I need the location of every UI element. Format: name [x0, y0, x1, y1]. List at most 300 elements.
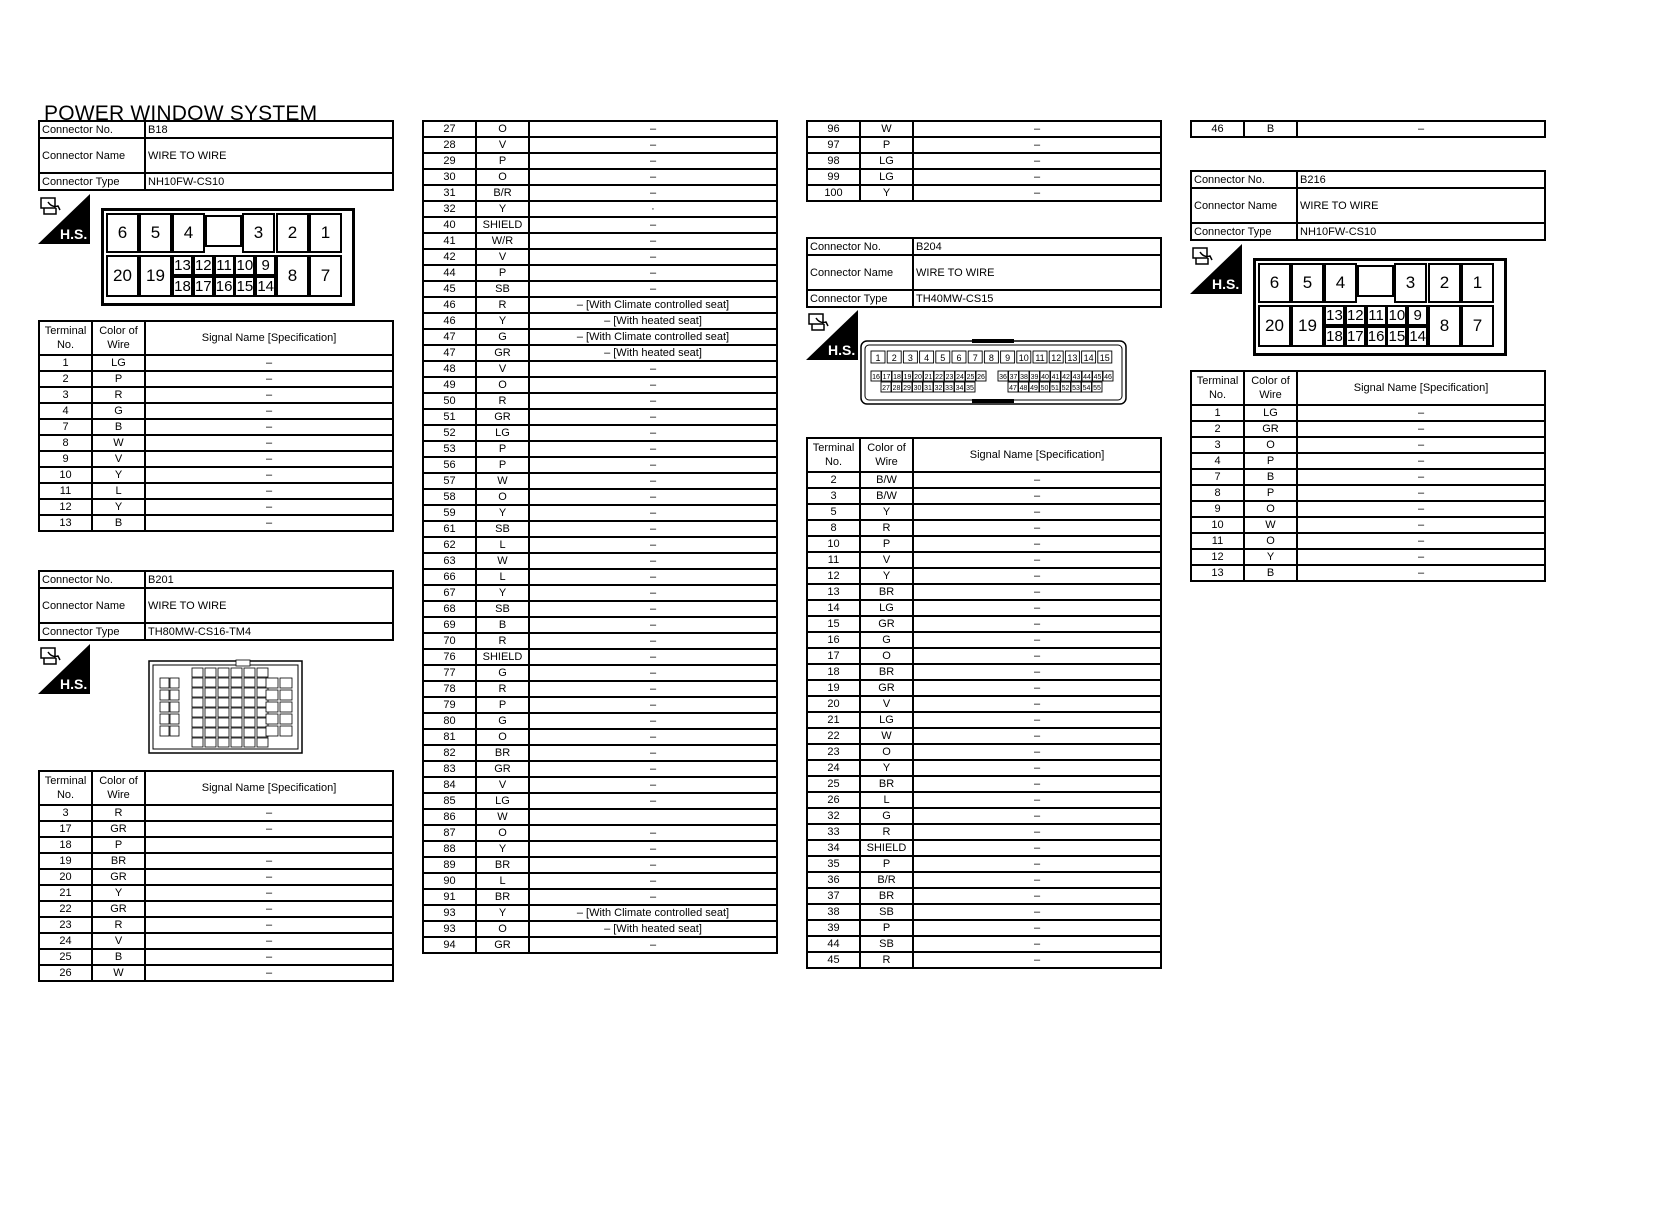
pin-cell: 10: [1386, 305, 1407, 326]
wire-color-cell: GR: [476, 937, 529, 953]
wire-color-cell: R: [92, 805, 145, 821]
table-row: [423, 377, 777, 393]
terminal-no-cell: 69: [423, 617, 476, 633]
wire-color-cell: P: [92, 371, 145, 387]
signal-name-cell: –: [529, 649, 777, 665]
terminal-no-cell: 70: [423, 633, 476, 649]
terminal-no-cell: 94: [423, 937, 476, 953]
signal-name-cell: –: [529, 121, 777, 137]
connector-name-value: WIRE TO WIRE: [145, 588, 393, 623]
hs-harness-side-icon: [38, 644, 90, 694]
signal-name-cell: –: [529, 425, 777, 441]
pin-cell: 14: [255, 276, 276, 297]
wire-color-cell: LG: [860, 153, 913, 169]
pin-label: 46: [1104, 374, 1112, 381]
table-row: [807, 936, 1161, 952]
terminal-no-cell: 50: [423, 393, 476, 409]
pin-label: 3: [907, 353, 913, 363]
signal-name-cell: –: [913, 632, 1161, 648]
pin-cell: 3: [1394, 263, 1427, 303]
wire-color-cell: O: [1244, 501, 1297, 517]
table-row: [39, 805, 393, 821]
b204-terminal-table: [806, 437, 1162, 969]
table-row: [423, 521, 777, 537]
pin-cell: 19: [139, 255, 172, 297]
pin-label: 12: [1051, 353, 1062, 363]
terminal-no-cell: 45: [807, 952, 860, 968]
connector-type-label: Connector Type: [807, 290, 913, 307]
terminal-no-cell: 22: [39, 901, 92, 917]
table-row: [423, 569, 777, 585]
signal-name-cell: –: [529, 681, 777, 697]
table-row: [807, 632, 1161, 648]
signal-name-cell: –: [913, 153, 1161, 169]
table-row: [423, 265, 777, 281]
table-row: [807, 744, 1161, 760]
wire-color-cell: GR: [92, 821, 145, 837]
wire-color-cell: Y: [92, 499, 145, 515]
wire-color-cell: W: [476, 473, 529, 489]
wire-color-cell: O: [476, 489, 529, 505]
pin-label: 54: [1082, 385, 1091, 392]
table-row: [423, 793, 777, 809]
table-row: [807, 888, 1161, 904]
wire-color-cell: P: [1244, 485, 1297, 501]
terminal-no-cell: 51: [423, 409, 476, 425]
signal-name-cell: –: [913, 824, 1161, 840]
signal-name-cell: –: [913, 520, 1161, 536]
pin-label: 48: [1019, 385, 1028, 392]
terminal-no-cell: 93: [423, 921, 476, 937]
b216-terminal-table: [1190, 370, 1546, 582]
table-row: [1191, 485, 1545, 501]
hs-harness-side-icon: [38, 194, 90, 244]
wire-color-cell: BR: [860, 664, 913, 680]
pin-label: 53: [1072, 385, 1080, 392]
table-row: [423, 697, 777, 713]
pin-label: 55: [1093, 385, 1101, 392]
table-row: [39, 885, 393, 901]
signal-name-cell: –: [913, 185, 1161, 201]
signal-name-cell: – [With Climate controlled seat]: [529, 329, 777, 345]
signal-name-cell: –: [913, 792, 1161, 808]
signal-name-cell: –: [913, 936, 1161, 952]
signal-name-cell: –: [913, 648, 1161, 664]
terminal-no-cell: 18: [39, 837, 92, 853]
pin-label: 37: [1009, 374, 1018, 381]
pin-cell: 6: [1258, 263, 1291, 303]
pin-label: 30: [913, 385, 922, 392]
terminal-no-cell: 46: [423, 313, 476, 329]
pin-label: 29: [903, 385, 911, 392]
pin-cell: 19: [1291, 305, 1324, 347]
wire-color-cell: P: [860, 920, 913, 936]
wire-color-cell: W: [476, 553, 529, 569]
wire-color-cell: V: [92, 933, 145, 949]
wire-color-cell: G: [476, 713, 529, 729]
wire-color-cell: Y: [860, 185, 913, 201]
terminal-no-cell: 13: [39, 515, 92, 531]
terminal-no-cell: 17: [807, 648, 860, 664]
pin-label: 33: [945, 385, 953, 392]
pin-label: 42: [1062, 374, 1070, 381]
wire-color-cell: Y: [860, 504, 913, 520]
wire-color-cell: O: [1244, 437, 1297, 453]
connector-name-label: Connector Name: [39, 588, 145, 623]
pin-cell: 16: [1366, 326, 1387, 347]
signal-name-cell: –: [913, 568, 1161, 584]
table-row: [423, 601, 777, 617]
table-row: [423, 313, 777, 329]
connector-name-label: Connector Name: [39, 138, 145, 173]
signal-name-cell: –: [145, 419, 393, 435]
terminal-no-cell: 62: [423, 537, 476, 553]
table-row: [807, 712, 1161, 728]
table-row: [423, 249, 777, 265]
wire-color-cell: LG: [860, 600, 913, 616]
table-row: [423, 297, 777, 313]
pin-cell: 5: [139, 213, 172, 253]
connector-name-label: Connector Name: [807, 255, 913, 290]
pin-cell: [205, 215, 242, 247]
signal-name-cell: –: [145, 451, 393, 467]
pin-label: 20: [914, 374, 922, 381]
pin-label: 17: [882, 374, 891, 381]
signal-name-cell: –: [529, 553, 777, 569]
terminal-no-cell: 76: [423, 649, 476, 665]
table-row: [1191, 437, 1545, 453]
pin-label: 4: [924, 353, 930, 363]
table-row: [807, 488, 1161, 504]
terminal-no-header: Terminal No.: [39, 771, 92, 805]
signal-name-header: Signal Name [Specification]: [145, 771, 393, 805]
signal-name-cell: –: [145, 435, 393, 451]
table-row: [807, 920, 1161, 936]
signal-name-cell: –: [913, 600, 1161, 616]
table-row: [39, 499, 393, 515]
table-row: [423, 121, 777, 137]
signal-name-cell: –: [1297, 565, 1545, 581]
b204-connector-face: [860, 337, 1128, 414]
pin-label: 7: [972, 353, 978, 363]
table-row: [39, 435, 393, 451]
terminal-no-cell: 25: [39, 949, 92, 965]
terminal-no-cell: 57: [423, 473, 476, 489]
terminal-no-header: Terminal No.: [807, 438, 860, 472]
table-row: [423, 393, 777, 409]
signal-name-cell: –: [529, 729, 777, 745]
terminal-no-cell: 21: [39, 885, 92, 901]
wire-color-cell: LG: [860, 712, 913, 728]
wire-color-cell: V: [476, 249, 529, 265]
pin-label: 25: [966, 374, 975, 381]
wire-color-cell: B: [92, 949, 145, 965]
wire-color-cell: GR: [92, 869, 145, 885]
connector-no-value: B201: [145, 571, 393, 588]
signal-name-cell: –: [529, 841, 777, 857]
pin-label: 52: [1061, 385, 1070, 392]
terminal-no-cell: 67: [423, 585, 476, 601]
signal-name-cell: –: [529, 361, 777, 377]
table-row: [1191, 421, 1545, 437]
terminal-no-cell: 36: [807, 872, 860, 888]
table-row: [423, 937, 777, 953]
table-row: [423, 329, 777, 345]
signal-name-cell: –: [145, 965, 393, 981]
signal-name-cell: –: [529, 585, 777, 601]
connector-type-value: NH10FW-CS10: [145, 173, 393, 190]
pin-label: 8: [988, 353, 994, 363]
wire-color-cell: Y: [476, 201, 529, 217]
wire-color-cell: BR: [860, 776, 913, 792]
pin-label: 43: [1072, 374, 1081, 381]
wire-color-cell: P: [1244, 453, 1297, 469]
signal-name-cell: –: [913, 664, 1161, 680]
terminal-no-cell: 11: [807, 552, 860, 568]
terminal-no-cell: 2: [807, 472, 860, 488]
table-row: [423, 905, 777, 921]
b204-connector-info: [806, 237, 1162, 308]
pin-label: 32: [934, 385, 943, 392]
table-row: [423, 153, 777, 169]
signal-name-cell: –: [913, 904, 1161, 920]
pin-cell: 15: [234, 276, 255, 297]
table-row: [423, 233, 777, 249]
wire-color-cell: P: [476, 441, 529, 457]
wire-color-cell: GR: [860, 680, 913, 696]
signal-name-cell: –: [529, 265, 777, 281]
signal-name-cell: –: [145, 387, 393, 403]
signal-name-cell: –: [913, 728, 1161, 744]
pin-label: 22: [935, 374, 943, 381]
terminal-no-cell: 20: [807, 696, 860, 712]
table-row: [39, 515, 393, 531]
table-row: [1191, 565, 1545, 581]
signal-name-cell: –: [529, 777, 777, 793]
terminal-no-cell: 88: [423, 841, 476, 857]
terminal-no-cell: 10: [807, 536, 860, 552]
terminal-no-cell: 24: [807, 760, 860, 776]
wire-color-cell: LG: [476, 425, 529, 441]
terminal-no-cell: 46: [1191, 121, 1244, 137]
signal-name-cell: –: [145, 805, 393, 821]
pin-label: 38: [1020, 374, 1028, 381]
terminal-no-cell: 100: [807, 185, 860, 201]
signal-name-cell: –: [913, 712, 1161, 728]
table-row: [423, 857, 777, 873]
wire-color-cell: O: [1244, 533, 1297, 549]
connector-type-value: TH80MW-CS16-TM4: [145, 623, 393, 640]
signal-name-cell: –: [913, 952, 1161, 968]
terminal-no-cell: 5: [807, 504, 860, 520]
b18-connector-info: [38, 120, 394, 191]
signal-name-cell: –: [529, 185, 777, 201]
table-row: [423, 873, 777, 889]
terminal-no-cell: 34: [807, 840, 860, 856]
terminal-no-cell: 33: [807, 824, 860, 840]
terminal-no-cell: 4: [1191, 453, 1244, 469]
table-row: [39, 355, 393, 371]
b201-terminal-table: [38, 770, 394, 982]
wire-color-cell: R: [860, 824, 913, 840]
table-row: [39, 419, 393, 435]
signal-name-cell: –: [529, 601, 777, 617]
wire-color-cell: R: [476, 681, 529, 697]
table-row: [423, 777, 777, 793]
hs-label: H.S.: [828, 342, 856, 358]
wire-color-cell: W: [92, 435, 145, 451]
wire-color-cell: V: [92, 451, 145, 467]
wire-color-cell: SB: [476, 281, 529, 297]
table-row: [39, 467, 393, 483]
hs-label: H.S.: [60, 676, 88, 692]
terminal-no-cell: 61: [423, 521, 476, 537]
pin-cell: 9: [1407, 305, 1428, 326]
terminal-no-cell: 47: [423, 329, 476, 345]
signal-name-cell: –: [913, 760, 1161, 776]
pin-cell: 5: [1291, 263, 1324, 303]
wire-color-cell: L: [476, 873, 529, 889]
signal-name-cell: [145, 837, 393, 853]
pin-cell: 8: [1428, 305, 1461, 347]
terminal-no-header: Terminal No.: [1191, 371, 1244, 405]
wire-color-cell: Y: [476, 505, 529, 521]
pin-label: 26: [977, 374, 985, 381]
connector-type-label: Connector Type: [1191, 223, 1297, 240]
table-row: [807, 504, 1161, 520]
terminal-no-cell: 87: [423, 825, 476, 841]
table-row: [807, 856, 1161, 872]
terminal-no-cell: 86: [423, 809, 476, 825]
wire-color-cell: B: [1244, 121, 1297, 137]
terminal-no-cell: 21: [807, 712, 860, 728]
signal-name-cell: –: [913, 920, 1161, 936]
signal-name-cell: – [With heated seat]: [529, 345, 777, 361]
signal-name-cell: –: [529, 505, 777, 521]
table-row: [423, 553, 777, 569]
signal-name-cell: –: [529, 761, 777, 777]
hs-harness-side-icon: [806, 310, 858, 360]
signal-name-cell: –: [1297, 437, 1545, 453]
terminal-no-cell: 32: [807, 808, 860, 824]
wire-color-cell: Y: [1244, 549, 1297, 565]
signal-name-cell: –: [145, 885, 393, 901]
terminal-no-cell: 42: [423, 249, 476, 265]
wire-color-cell: P: [860, 856, 913, 872]
signal-name-cell: – [With Climate controlled seat]: [529, 905, 777, 921]
terminal-no-cell: 93: [423, 905, 476, 921]
terminal-no-cell: 77: [423, 665, 476, 681]
table-row: [807, 568, 1161, 584]
connector-name-value: WIRE TO WIRE: [145, 138, 393, 173]
pin-label: 31: [924, 385, 932, 392]
terminal-no-cell: 12: [1191, 549, 1244, 565]
terminal-no-cell: 80: [423, 713, 476, 729]
wire-color-cell: O: [476, 169, 529, 185]
color-of-wire-header: Color of Wire: [92, 321, 145, 355]
table-row: [39, 403, 393, 419]
wire-color-cell: BR: [476, 857, 529, 873]
wire-color-cell: Y: [92, 467, 145, 483]
table-row: [807, 760, 1161, 776]
page-title: POWER WINDOW SYSTEM: [44, 102, 318, 125]
connector-type-value: TH40MW-CS15: [913, 290, 1161, 307]
table-row: [423, 665, 777, 681]
signal-name-cell: –: [145, 901, 393, 917]
table-row: [807, 153, 1161, 169]
wire-color-cell: V: [860, 552, 913, 568]
terminal-no-cell: 19: [39, 853, 92, 869]
terminal-no-cell: 98: [807, 153, 860, 169]
signal-name-cell: –: [145, 949, 393, 965]
signal-name-cell: –: [529, 457, 777, 473]
pin-label: 36: [999, 374, 1007, 381]
b201-connector-info: [38, 570, 394, 641]
signal-name-cell: –: [529, 873, 777, 889]
wire-color-cell: SB: [860, 904, 913, 920]
signal-name-cell: –: [1297, 485, 1545, 501]
wire-color-cell: LG: [860, 169, 913, 185]
connector-no-label: Connector No.: [807, 238, 913, 255]
signal-name-cell: –: [529, 473, 777, 489]
signal-name-cell: –: [529, 233, 777, 249]
terminal-no-cell: 28: [423, 137, 476, 153]
signal-name-cell: –: [913, 680, 1161, 696]
wire-color-cell: SHIELD: [476, 649, 529, 665]
signal-name-cell: –: [1297, 533, 1545, 549]
terminal-no-cell: 12: [807, 568, 860, 584]
terminal-no-cell: 47: [423, 345, 476, 361]
b201-terminal-table-continued: [422, 120, 778, 954]
wire-color-cell: GR: [476, 761, 529, 777]
wire-color-cell: B: [92, 419, 145, 435]
table-row: [807, 904, 1161, 920]
wire-color-cell: R: [476, 297, 529, 313]
table-row: [1191, 469, 1545, 485]
table-row: [807, 552, 1161, 568]
pin-cell: 10: [234, 255, 255, 276]
pin-cell: 13: [172, 255, 193, 276]
signal-name-cell: –: [913, 536, 1161, 552]
wire-color-cell: O: [476, 825, 529, 841]
wire-color-cell: O: [476, 729, 529, 745]
terminal-no-header: Terminal No.: [39, 321, 92, 355]
table-row: [807, 824, 1161, 840]
signal-name-cell: –: [145, 467, 393, 483]
table-row: [423, 441, 777, 457]
signal-name-cell: –: [913, 808, 1161, 824]
signal-name-cell: –: [913, 488, 1161, 504]
table-row: [807, 808, 1161, 824]
pin-label: 21: [924, 374, 933, 381]
signal-name-cell: –: [145, 917, 393, 933]
terminal-no-cell: 49: [423, 377, 476, 393]
pin-cell: 20: [106, 255, 139, 297]
table-row: [423, 825, 777, 841]
table-row: [1191, 453, 1545, 469]
pin-cell: 6: [106, 213, 139, 253]
signal-name-cell: –: [529, 153, 777, 169]
signal-name-cell: –: [913, 872, 1161, 888]
pin-label: 6: [956, 353, 962, 363]
table-row: [807, 872, 1161, 888]
wire-color-cell: LG: [1244, 405, 1297, 421]
pin-cell: 18: [172, 276, 193, 297]
table-row: [807, 137, 1161, 153]
wire-color-cell: L: [860, 792, 913, 808]
pin-cell: 11: [1366, 305, 1387, 326]
terminal-no-cell: 52: [423, 425, 476, 441]
